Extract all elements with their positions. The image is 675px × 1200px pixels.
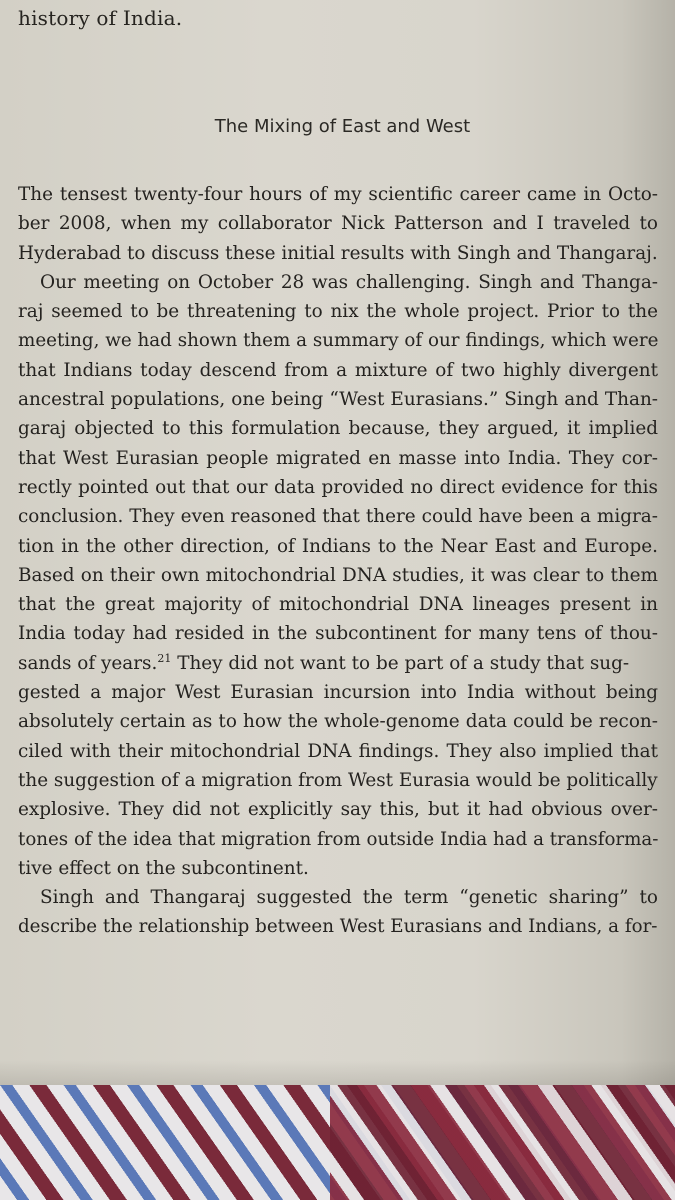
text-line: Singh and Thangaraj suggested the term “genetic sharing” to (40, 887, 658, 909)
text-line: Hyderabad to discuss these initial results with Singh and Thangaraj. (18, 242, 658, 264)
text-line: describe the relationship between West Eurasians and Indians, a for- (18, 916, 658, 938)
text-line: India today had resided in the subcontinent for many tens of thou- (18, 623, 658, 645)
text-line: garaj objected to this formulation because, they argued, it implied (18, 418, 658, 440)
text-line: Based on their own mitochondrial DNA studies, it was clear to them (18, 564, 658, 586)
striped-fabric-background (330, 1085, 675, 1200)
text-line: that West Eurasian people migrated en masse into India. They cor- (18, 447, 658, 469)
text-line: the suggestion of a migration from West Eurasia would be politically (18, 769, 658, 791)
text-line: meeting, we had shown them a summary of our findings, which were (18, 330, 659, 352)
text-line: tones of the idea that migration from outside India had a transforma- (18, 828, 659, 850)
text-line: The tensest twenty-four hours of my scientific career came in Octo- (18, 184, 658, 205)
text-line: explosive. They did not explicitly say this, but it had obvious over- (18, 799, 658, 821)
text-line: conclusion. They even reasoned that there could have been a migra- (18, 506, 658, 528)
text-fragment: They did not want to be part of a study that sug- (171, 652, 630, 674)
text-line: raj seemed to be threatening to nix the whole project. Prior to the (18, 301, 658, 323)
text-line: ciled with their mitochondrial DNA findings. They also implied that (18, 740, 658, 762)
text-line: gested a major West Eurasian incursion into India without being (18, 682, 658, 704)
body-text (18, 180, 658, 942)
text-line: tive effect on the subcontinent. (18, 857, 309, 879)
footnote-marker: 21 (157, 651, 172, 665)
text-fragment: sands of years. (18, 652, 158, 674)
previous-paragraph-end: history of India. (18, 6, 183, 30)
text-line: ancestral populations, one being “West Eurasians.” Singh and Than- (18, 389, 658, 411)
text-line: ber 2008, when my collaborator Nick Patterson and I traveled to (18, 213, 658, 235)
text-line: absolutely certain as to how the whole-genome data could be recon- (18, 711, 658, 733)
text-line: that the great majority of mitochondrial DNA lineages present in (18, 594, 658, 616)
text-line: rectly pointed out that our data provided no direct evidence for this (18, 476, 658, 498)
text-line: tion in the other direction, of Indians to the Near East and Europe. (18, 535, 658, 557)
text-line (18, 649, 658, 678)
text-line: that Indians today descend from a mixture of two highly divergent (18, 359, 658, 381)
section-heading: The Mixing of East and West (214, 116, 471, 137)
text-line: Our meeting on October 28 was challenging. Singh and Thanga- (40, 271, 658, 293)
